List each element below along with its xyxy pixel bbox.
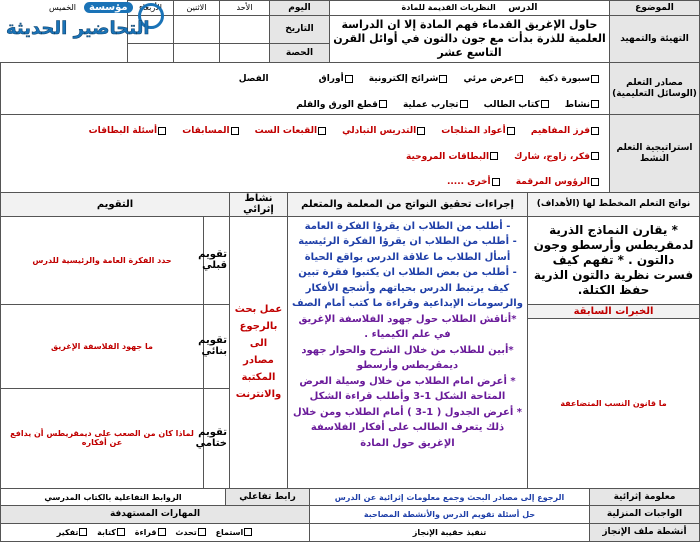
strategy-item[interactable]: المسابقات bbox=[182, 124, 239, 138]
strategy-item[interactable]: الرؤوس المرقمة bbox=[516, 175, 600, 189]
footer-table bbox=[0, 488, 700, 542]
period-cell-1[interactable] bbox=[220, 43, 270, 62]
procedure-step: - أطلب من بعض الطلاب ان يكتبوا فقرة تبين كيف يرتبط الدرس بحياتهم وأشجع الأفكار والرسومات الإبداعية وقراءة ما كتب أمام الصف bbox=[292, 267, 523, 310]
day-1: الاثنين bbox=[174, 1, 220, 16]
main-table bbox=[0, 192, 700, 489]
procedure-step: *أناقش الطلاب حول جهود الفلاسفة الإغريق في علم الكيمياء . bbox=[298, 313, 517, 341]
enrichment-line: والانترنت bbox=[235, 389, 282, 401]
day-0: الأحد bbox=[220, 1, 270, 16]
link-text[interactable]: الروابط التفاعلية بالكتاب المدرسي bbox=[1, 488, 226, 505]
strategies-table bbox=[0, 114, 700, 193]
enrichment-line: مصادر bbox=[243, 355, 274, 367]
outcomes-text: * يقارن النماذج الذرية لدمقريطس وأرسطو وجون دالتون . * تفهم كيف فسرت نظرية دالتون الذرية حفظ الكتلة. bbox=[528, 216, 700, 304]
skill-item[interactable]: تحدث bbox=[175, 528, 206, 537]
strategy-item[interactable]: فرز المفاهيم bbox=[531, 124, 600, 138]
eval-label-final: تقويم ختامي bbox=[204, 388, 230, 488]
date-cell-2[interactable] bbox=[174, 15, 220, 43]
enrichment-header: نشاط إثرائي bbox=[230, 192, 288, 216]
resource-item[interactable] bbox=[239, 72, 269, 86]
lesson-cell bbox=[330, 1, 610, 16]
procedure-step: *أبين للطلاب من خلال الشرح والحوار جهود ديمقريطس وأرسطو bbox=[301, 344, 514, 372]
day-label: اليوم bbox=[270, 1, 330, 16]
period-cell-2[interactable] bbox=[174, 43, 220, 62]
strategy-item[interactable]: فكر، زاوج، شارك bbox=[514, 150, 600, 164]
prior-label: الخبرات السابقة bbox=[528, 304, 700, 318]
resources-table bbox=[0, 62, 700, 115]
date-label: التاريخ bbox=[270, 15, 330, 43]
day-3: الأربعاء bbox=[128, 1, 174, 16]
procedure-step: - أطلب من الطلاب ان يقرؤا الفكرة العامة bbox=[304, 220, 511, 232]
eval-label-pre: تقويم قبلي bbox=[204, 216, 230, 304]
eval-text-final: لماذا كان من الصعب على ديمقريطس أن يدافع عن أفكاره bbox=[1, 388, 204, 488]
procedure-step: * أعرض الجدول ( 1-3 ) أمام الطلاب ومن خلال ذلك يتعرف الطالب على أفكار الفلاسفة الإغريق حول المادة bbox=[293, 406, 522, 449]
logo bbox=[2, 0, 170, 46]
eval-label-formative: تقويم بنائي bbox=[204, 304, 230, 388]
portfolio-text: تنفيذ حقيبة الإنجاز bbox=[310, 523, 590, 541]
strategy-item[interactable]: أسئلة البطاقات bbox=[89, 124, 167, 138]
eval-text-pre: حدد الفكرة العامة والرئيسية للدرس bbox=[1, 216, 204, 304]
skill-item[interactable]: قراءة bbox=[135, 528, 167, 537]
lesson-label: الدرس bbox=[508, 2, 538, 13]
enrichment-line: المكتبة bbox=[241, 372, 276, 384]
procedure-step: أسأل الطلاب ما علاقة الدرس بواقع الحياة bbox=[304, 251, 511, 263]
skills-list bbox=[1, 523, 310, 541]
outcomes-header: نواتج التعلم المخطط لها (الأهداف) bbox=[528, 192, 700, 216]
period-cell-3[interactable] bbox=[128, 43, 174, 62]
procedures-list bbox=[288, 216, 528, 488]
resources-list bbox=[1, 63, 610, 115]
enrichment-line: عمل بحث bbox=[234, 304, 283, 316]
procedures-header: إجراءات تحقيق النواتج من المعلمة والمتعلم bbox=[288, 192, 528, 216]
logo-badge: مؤسسة bbox=[84, 2, 133, 13]
enrichment-text bbox=[230, 216, 288, 488]
homework-text: حل أسئلة تقويم الدرس والأنشطة المصاحبة bbox=[310, 506, 590, 523]
intro-text: حاول الإغريق القدماء فهم المادة إلا ان الدراسة العلمية للذرة بدأت مع جون دالتون في أوائل القرن التاسع عشر bbox=[330, 15, 610, 62]
topic-label: الموضوع bbox=[610, 1, 700, 16]
strategy-item[interactable]: التدريس التبادلي bbox=[342, 124, 426, 138]
period-label: الحصة bbox=[270, 43, 330, 62]
resource-item[interactable]: عرض مرئي bbox=[463, 72, 524, 86]
info-label: معلومة إثرائية bbox=[590, 488, 700, 505]
prior-text: ما قانون النسب المتضاعفة bbox=[528, 318, 700, 488]
enrichment-line: بالرجوع الى bbox=[239, 321, 278, 350]
eval-text-formative: ما جهود الفلاسفة الإغريق bbox=[1, 304, 204, 388]
class-label: الفصل bbox=[238, 74, 269, 84]
lesson-title: النظريات القديمة للمادة bbox=[401, 2, 496, 12]
logo-name: التحاضير الحديثة bbox=[6, 18, 150, 39]
procedure-step: * أعرض امام الطلاب من خلال وسيلة العرض المتاحة الشكل 1-3 وأطلب قراءة الشكل bbox=[299, 375, 516, 403]
resource-item[interactable]: كتاب الطالب bbox=[484, 98, 550, 112]
strategy-item[interactable]: البطاقات المروحية bbox=[406, 150, 499, 164]
procedure-step: - أطلب من الطلاب ان يقرؤا الفكرة الرئيسية bbox=[298, 236, 517, 248]
evaluation-header: التقويم bbox=[1, 192, 230, 216]
skills-label: المهارات المستهدفة bbox=[1, 506, 310, 523]
date-cell-1[interactable] bbox=[220, 15, 270, 43]
strategies-label: استراتيجية التعلم النشط bbox=[610, 115, 700, 193]
resource-item[interactable]: تجارب عملية bbox=[403, 98, 469, 112]
info-text: الرجوع إلى مصادر البحث وجمع معلومات إثرائية عن الدرس bbox=[310, 488, 590, 505]
resource-item[interactable]: شرائح إلكترونية bbox=[369, 72, 449, 86]
strategy-item[interactable]: أعواد المثلجات bbox=[441, 124, 515, 138]
resource-item[interactable]: سبورة ذكية bbox=[539, 72, 600, 86]
homework-label: الواجبات المنزلية bbox=[590, 506, 700, 523]
day-4-text: الخميس bbox=[48, 3, 77, 13]
resource-item[interactable]: قطع الورق والقلم bbox=[296, 98, 388, 112]
portfolio-label: أنشطة ملف الإنجاز bbox=[590, 523, 700, 541]
intro-label: التهيئة والتمهيد bbox=[610, 15, 700, 62]
resources-label: مصادر التعلم (الوسائل التعليمية) bbox=[610, 63, 700, 115]
skill-item[interactable]: تفكير bbox=[57, 528, 89, 537]
skill-item[interactable]: كتابة bbox=[97, 528, 126, 537]
link-label: رابط تفاعلي bbox=[226, 488, 310, 505]
strategies-list bbox=[1, 115, 610, 193]
strategy-item[interactable]: القبعات الست bbox=[255, 124, 327, 138]
strategy-item[interactable]: أخرى ..... bbox=[447, 175, 501, 189]
skill-item[interactable]: استماع bbox=[216, 528, 254, 537]
resource-item[interactable]: أوراق bbox=[319, 72, 354, 86]
resource-item[interactable]: نشاط bbox=[565, 98, 600, 112]
